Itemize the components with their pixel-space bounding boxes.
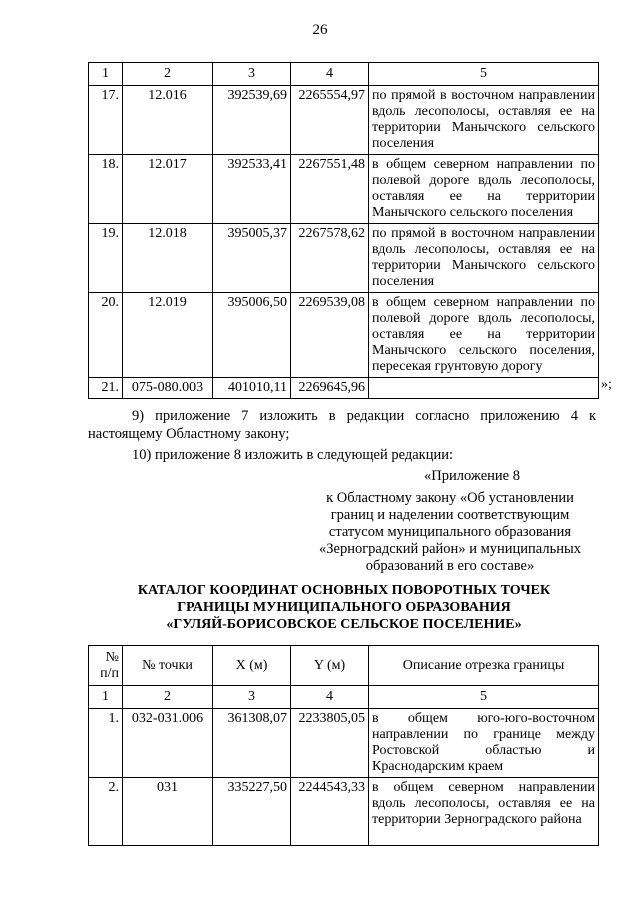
appendix-line: к Областному закону «Об установлении (326, 490, 574, 506)
col-index-5: 5 (369, 686, 599, 709)
col-index-2: 2 (123, 63, 213, 86)
x-coordinate: 401010,11 (213, 378, 291, 399)
segment-description: в общем северном направлении вдоль лесополосы, оставляя ее на территории Зерноградского района (369, 778, 599, 846)
closing-quote-mark: »; (601, 377, 612, 392)
col-index-4: 4 (291, 686, 369, 709)
col-header-number-line1: № (105, 649, 119, 665)
x-coordinate: 395006,50 (213, 293, 291, 378)
row-number: 2. (89, 778, 123, 846)
col-index-3: 3 (213, 63, 291, 86)
point-number: 12.018 (123, 224, 213, 293)
y-coordinate: 2269645,96 (291, 378, 369, 399)
col-header-point: № точки (123, 646, 213, 686)
table-index-row (89, 63, 599, 86)
col-index-4: 4 (291, 63, 369, 86)
table-row (89, 86, 599, 155)
appendix-line: статусом муниципального образования (328, 524, 572, 540)
col-header-description: Описание отрезка границы (369, 646, 599, 686)
y-coordinate: 2233805,05 (291, 709, 369, 778)
segment-description: в общем северном направлении по полевой дороге вдоль лесополосы, оставляя ее на территории Манычского сельского поселения (369, 155, 599, 224)
segment-description (369, 378, 599, 399)
x-coordinate: 361308,07 (213, 709, 291, 778)
amendment-item-10: 10) приложение 8 изложить в следующей редакции: (132, 447, 454, 463)
point-number: 12.016 (123, 86, 213, 155)
catalog-title-line: «ГУЛЯЙ-БОРИСОВСКОЕ СЕЛЬСКОЕ ПОСЕЛЕНИЕ» (166, 617, 522, 632)
appendix-reference (300, 490, 600, 575)
point-number: 032-031.006 (123, 709, 213, 778)
row-number: 18. (89, 155, 123, 224)
col-index-1: 1 (89, 686, 123, 709)
row-number: 17. (89, 86, 123, 155)
boundary-coordinates-table (88, 645, 599, 846)
col-header-number-line2: п/п (100, 665, 119, 681)
y-coordinate: 2265554,97 (291, 86, 369, 155)
catalog-title-line: ГРАНИЦЫ МУНИЦИПАЛЬНОГО ОБРАЗОВАНИЯ (177, 600, 511, 615)
y-coordinate: 2267551,48 (291, 155, 369, 224)
table-row (89, 378, 599, 399)
page-number: 26 (312, 22, 328, 38)
segment-description: в общем юго-юго-восточном направлении по границе между Ростовской областью и Краснодарским краем (369, 709, 599, 778)
row-number: 1. (89, 709, 123, 778)
x-coordinate: 335227,50 (213, 778, 291, 846)
table-index-row (89, 686, 599, 709)
segment-description: по прямой в восточном направлении вдоль лесополосы, оставляя ее на территории Манычского сельского поселения (369, 224, 599, 293)
y-coordinate: 2244543,33 (291, 778, 369, 846)
col-index-1: 1 (89, 63, 123, 86)
x-coordinate: 392533,41 (213, 155, 291, 224)
y-coordinate: 2269539,08 (291, 293, 369, 378)
table-row (89, 778, 599, 846)
appendix-line: границ и наделении соответствующим (330, 507, 570, 523)
boundary-table-continued (88, 62, 599, 399)
point-number: 075-080.003 (123, 378, 213, 399)
table-row (89, 224, 599, 293)
col-header-y: Y (м) (291, 646, 369, 686)
point-number: 12.019 (123, 293, 213, 378)
x-coordinate: 395005,37 (213, 224, 291, 293)
col-index-2: 2 (123, 686, 213, 709)
col-index-5: 5 (369, 63, 599, 86)
col-header-x: X (м) (213, 646, 291, 686)
row-number: 19. (89, 224, 123, 293)
appendix-line: образований в его составе» (365, 558, 535, 574)
point-number: 12.017 (123, 155, 213, 224)
table-row (89, 155, 599, 224)
segment-description: в общем северном направлении по полевой дороге вдоль лесополосы, оставляя ее на территории Манычского сельского поселения, пересекая грунтовую дорогу (369, 293, 599, 378)
amendment-item-9: 9) приложение 7 изложить в редакции согласно приложению 4 к настоящему Областному закону; (88, 408, 596, 442)
col-index-3: 3 (213, 686, 291, 709)
table-header-row (89, 646, 599, 686)
point-number: 031 (123, 778, 213, 846)
table-row (89, 709, 599, 778)
y-coordinate: 2267578,62 (291, 224, 369, 293)
table-row (89, 293, 599, 378)
segment-description: по прямой в восточном направлении вдоль лесополосы, оставляя ее на территории Манычского сельского поселения (369, 86, 599, 155)
row-number: 20. (89, 293, 123, 378)
x-coordinate: 392539,69 (213, 86, 291, 155)
appendix-title: «Приложение 8 (424, 468, 520, 484)
row-number: 21. (89, 378, 123, 399)
catalog-title-line: КАТАЛОГ КООРДИНАТ ОСНОВНЫХ ПОВОРОТНЫХ ТОЧЕК (137, 583, 551, 598)
col-header-number (89, 646, 123, 686)
appendix-line: «Зерноградский район» и муниципальных (319, 541, 581, 557)
catalog-title (88, 582, 600, 633)
